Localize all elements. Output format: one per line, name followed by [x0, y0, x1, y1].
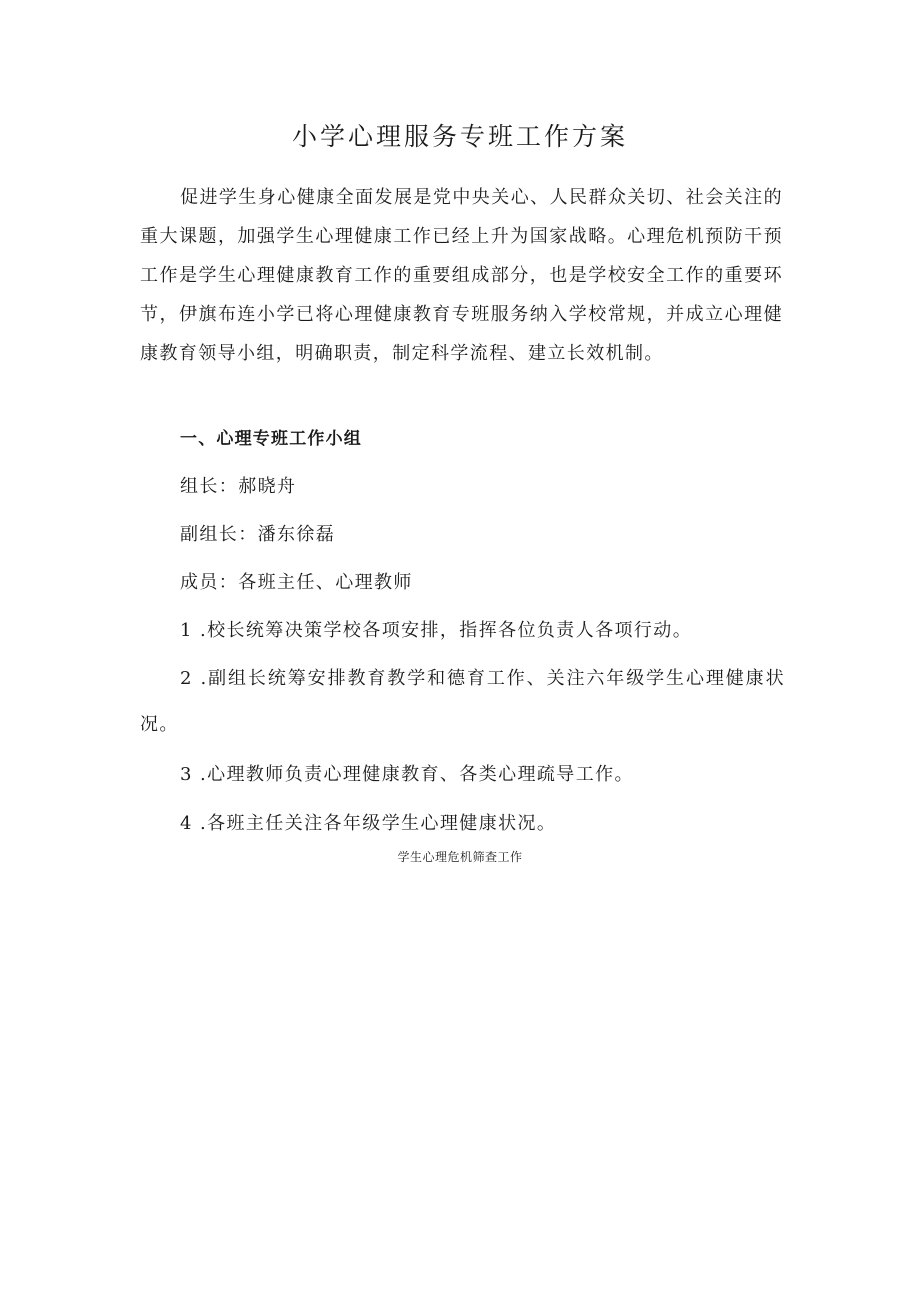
duty-item-4: 4 .各班主任关注各年级学生心理健康状况。 [180, 813, 557, 834]
members-line: 成员：各班主任、心理教师 [180, 572, 413, 593]
intro-paragraph: 促进学生身心健康全面发展是党中央关心、人民群众关切、社会关注的重大课题，加强学生心理健康工作已经上升为国家战略。心理危机预防干预工作是学生心理健康教育工作的重要组成部分，也是学校安全工作的重要环节，伊旗布连小学已将心理健康教育专班服务纳入学校常规，并成立心理健康教育领导小组，明确职责，制定科学流程、建立长效机制。 [140, 187, 783, 364]
section-heading: 一、心理专班工作小组 [180, 429, 362, 449]
duty-item-2: 2 .副组长统筹安排教育教学和德育工作、关注六年级学生心理健康状况。 [140, 668, 785, 735]
leader-line: 组长：郝晓舟 [180, 476, 297, 497]
document-title: 小学心理服务专班工作方案 [291, 122, 628, 151]
duty-item-3: 3 .心理教师负责心理健康教育、各类心理疏导工作。 [180, 764, 634, 785]
deputy-line: 副组长：潘东徐磊 [180, 524, 336, 545]
duty-item-1: 1 .校长统筹决策学校各项安排，指挥各位负责人各项行动。 [180, 620, 693, 641]
section-caption: 学生心理危机筛查工作 [397, 850, 523, 864]
